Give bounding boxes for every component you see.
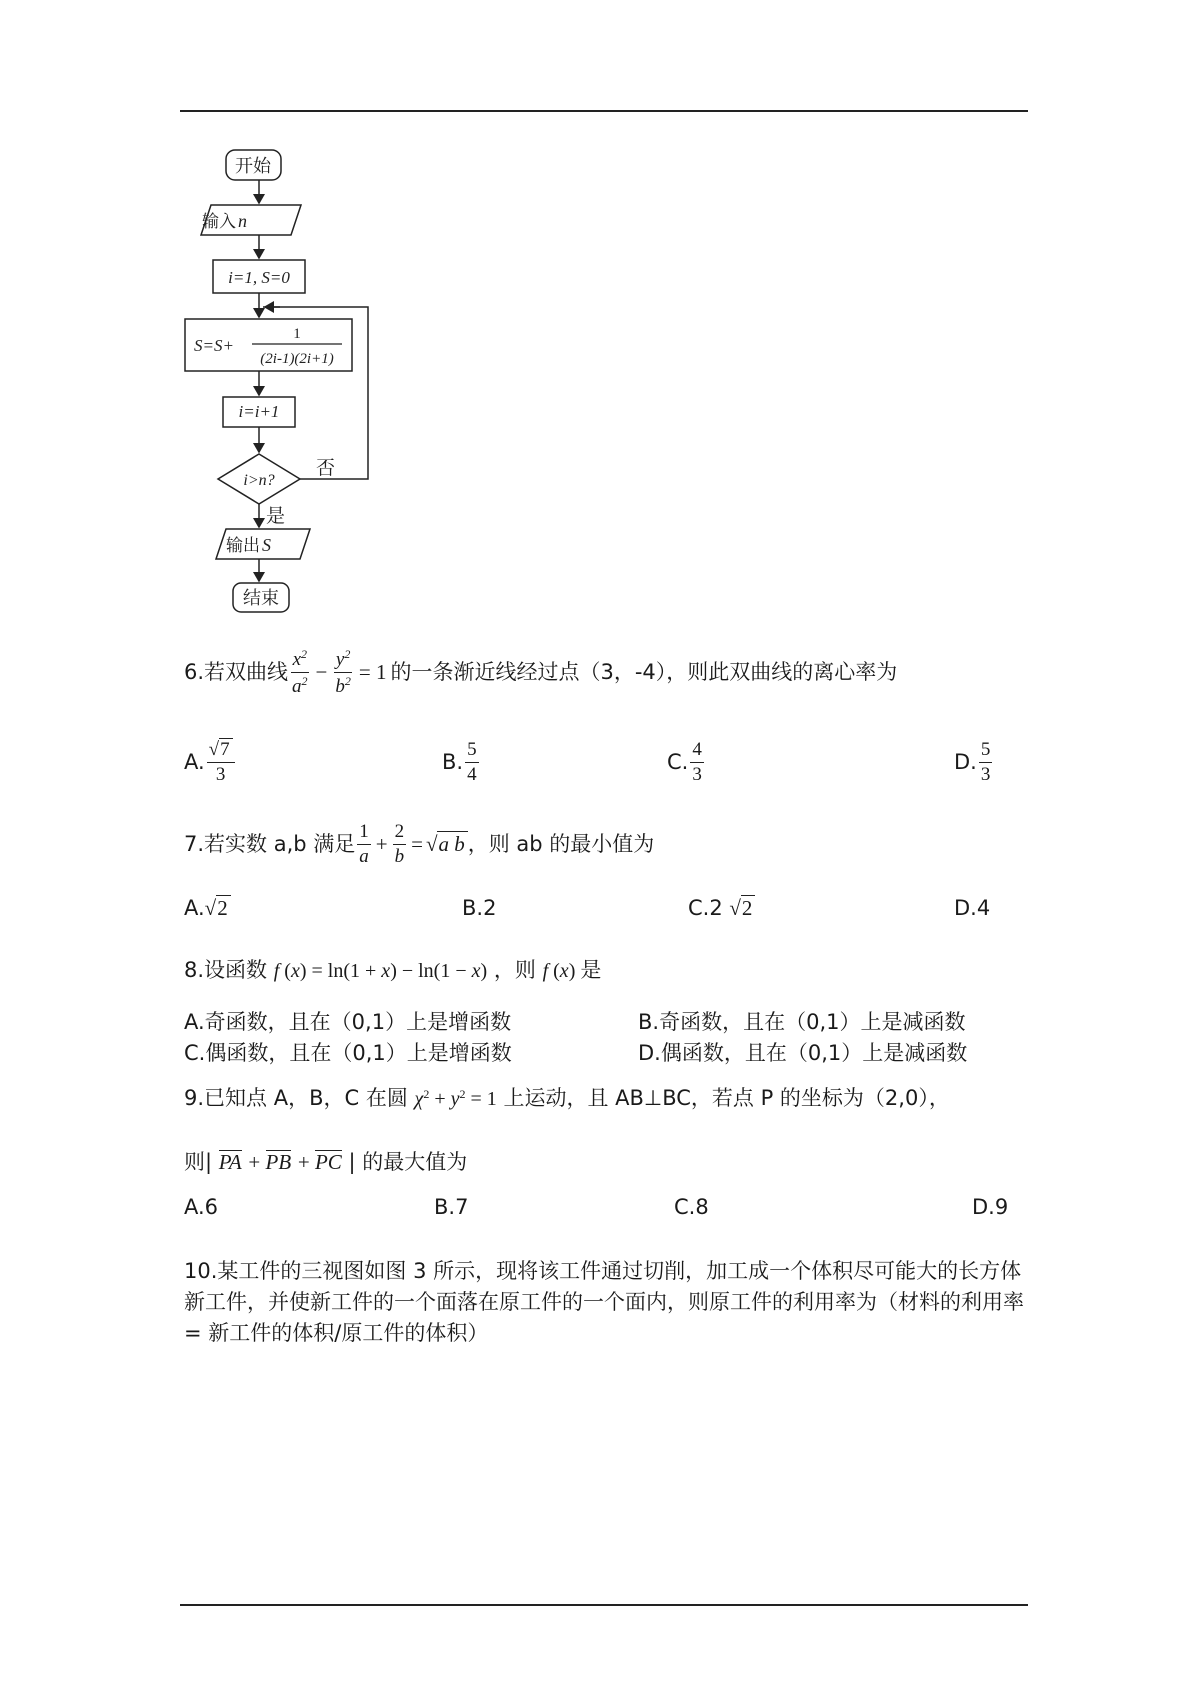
question-8: 8.设函数 f (x) = ln(1 + x) − ln(1 − x) ，则 f (x) 是 bbox=[184, 958, 602, 982]
fc-input-var: n bbox=[238, 211, 247, 231]
q8-option-d[interactable]: D.偶函数，且在（0,1）上是减函数 bbox=[638, 1041, 968, 1065]
fc-increment: i=i+1 bbox=[238, 402, 280, 421]
vector-pc: PC bbox=[314, 1150, 342, 1174]
fc-yes-label: 是 bbox=[266, 505, 286, 527]
question-10: 10.某工件的三视图如图 3 所示，现将该工件通过切削，加工成一个体积尽可能大的长方体新工件，并使新工件的一个面落在原工件的一个面内，则原工件的利用率为（材料的利用率= 新工件的体积/原工件的体积） bbox=[184, 1259, 1024, 1345]
q7-prefix: 7.若实数 a,b 满足 bbox=[184, 831, 356, 856]
q8-option-a[interactable]: A.奇函数，且在（0,1）上是增函数 bbox=[184, 1010, 512, 1034]
fc-update-left: S=S+ bbox=[194, 336, 234, 355]
q6-option-a[interactable]: A. $\frac{√7}{3}$ bbox=[184, 740, 237, 785]
header-rule bbox=[180, 110, 1028, 112]
fc-update-den: (2i-1)(2i+1) bbox=[260, 351, 334, 367]
q6-option-b[interactable]: B. $\frac{5}{4}$ bbox=[442, 739, 477, 785]
fc-condition: i>n? bbox=[243, 472, 275, 489]
vector-pa: PA bbox=[218, 1150, 242, 1174]
q6-option-c[interactable]: C. $\frac{4}{3}$ bbox=[667, 739, 702, 785]
q9-option-d[interactable]: D.9 bbox=[972, 1195, 1009, 1219]
q7-option-d[interactable]: D.4 bbox=[954, 896, 991, 920]
q9-option-a[interactable]: A.6 bbox=[184, 1195, 219, 1219]
q9-option-c[interactable]: C.8 bbox=[674, 1195, 709, 1219]
q8-option-c[interactable]: C.偶函数，且在（0,1）上是增函数 bbox=[184, 1041, 512, 1065]
q8-option-b[interactable]: B.奇函数，且在（0,1）上是减函数 bbox=[638, 1010, 966, 1034]
q6-option-d[interactable]: D. $\frac{5}{3}$ bbox=[954, 739, 991, 785]
question-7: 7.若实数 a,b 满足 $\frac{1}{a}$ + $\frac{2}{b}$ = √a b ，则 ab 的最小值为 bbox=[184, 821, 655, 867]
fc-output-label: 输出 bbox=[226, 536, 260, 556]
q7-option-c[interactable]: C.2 √2 bbox=[688, 898, 755, 919]
q6-frac-y: $\frac{y^2}{b^2}$ bbox=[335, 647, 351, 697]
question-9-line2: 则| PA + PB + PC | 的最大值为 bbox=[184, 1150, 468, 1174]
q7-option-b[interactable]: B.2 bbox=[462, 896, 497, 920]
question-6: 6.若双曲线 $\frac{x^2}{a^2}$ − $\frac{y^2}{b^2}$ = 1 的一条渐近线经过点（3，-4），则此双曲线的离心率为 bbox=[184, 647, 898, 697]
fc-no-label: 否 bbox=[316, 457, 336, 479]
fc-end-label: 结束 bbox=[243, 588, 279, 609]
fc-start-label: 开始 bbox=[235, 156, 271, 177]
flowchart bbox=[180, 145, 380, 615]
question-9: 9.已知点 A，B，C 在圆 $\chi^2 + y^2 = 1$ 上运动，且 AB⊥BC，若点 P 的坐标为（2,0）， bbox=[184, 1086, 950, 1110]
vector-pb: PB bbox=[265, 1150, 292, 1174]
q6-prefix: 6.若双曲线 bbox=[184, 659, 289, 684]
q7-option-a[interactable]: A.√2 bbox=[184, 898, 231, 919]
q9-option-b[interactable]: B.7 bbox=[434, 1195, 469, 1219]
q7-suffix: ，则 ab 的最小值为 bbox=[467, 831, 655, 856]
q6-frac-x: $\frac{x^2}{a^2}$ bbox=[292, 647, 308, 697]
fc-update-num: 1 bbox=[293, 326, 301, 342]
footer-rule bbox=[180, 1604, 1028, 1606]
fc-init: i=1, S=0 bbox=[228, 268, 290, 287]
fc-input-label: 输入 bbox=[202, 212, 236, 232]
q6-suffix: 的一条渐近线经过点（3，-4），则此双曲线的离心率为 bbox=[390, 659, 898, 684]
fc-output-var: S bbox=[262, 535, 271, 555]
